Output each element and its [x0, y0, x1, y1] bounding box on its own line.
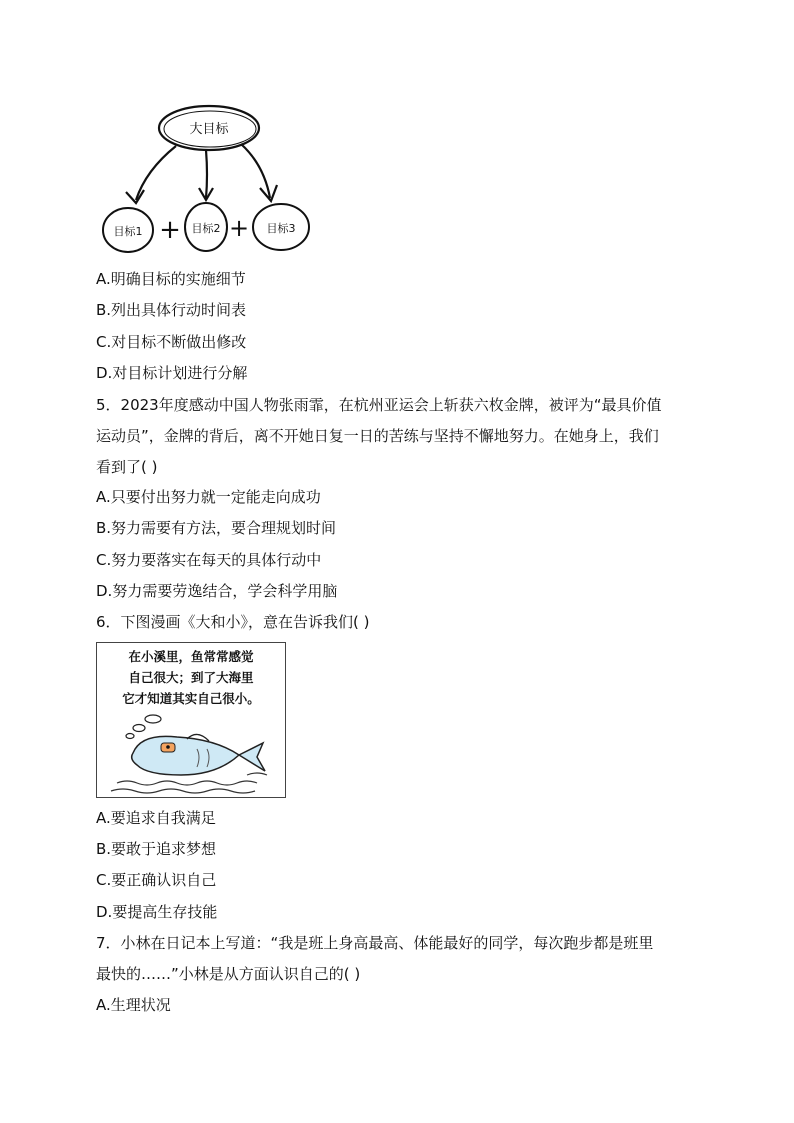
fish-comic: [96, 642, 286, 798]
sub-goal-3-label: 目标3: [266, 222, 296, 235]
q6-option-b[interactable]: B.要敢于追求梦想: [96, 840, 217, 858]
q4-option-d[interactable]: D.对目标计划进行分解: [96, 364, 248, 382]
sub-goal-2-label: 目标2: [191, 222, 221, 235]
goal-decomposition-diagram: [96, 100, 316, 260]
q6-option-c[interactable]: C.要正确认识自己: [96, 871, 217, 889]
fish-drawing: [97, 709, 287, 799]
big-goal-label: 大目标: [189, 122, 229, 137]
q4-option-a[interactable]: A.明确目标的实施细节: [96, 270, 246, 288]
q5-stem-line-3: 看到了( ): [96, 458, 158, 476]
q7-stem-line-2: 最快的……”小林是从方面认识自己的( ): [96, 965, 361, 983]
plus-sign-2: +: [228, 214, 250, 242]
fish-tail: [239, 743, 265, 771]
q6-stem: 6．下图漫画《大和小》，意在告诉我们( ): [96, 613, 370, 631]
q5-option-d[interactable]: D.努力需要劳逸结合，学会科学用脑: [96, 582, 338, 600]
comic-text-line-2: 自己很大；到了大海里: [128, 670, 254, 685]
arrow-middle: [206, 150, 207, 198]
q7-option-a[interactable]: A.生理状况: [96, 996, 171, 1014]
q5-option-a[interactable]: A.只要付出努力就一定能走向成功: [96, 488, 321, 506]
q7-stem-line-1: 7．小林在日记本上写道：“我是班上身高最高、体能最好的同学，每次跑步都是班里: [96, 934, 654, 952]
q5-option-b[interactable]: B.努力需要有方法，要合理规划时间: [96, 519, 337, 537]
q5-option-c[interactable]: C.努力要落实在每天的具体行动中: [96, 551, 322, 569]
comic-text-line-3: 它才知道其实自己很小。: [122, 691, 260, 706]
comic-text-line-1: 在小溪里，鱼常常感觉: [128, 649, 254, 664]
q4-option-c[interactable]: C.对目标不断做出修改: [96, 333, 247, 351]
q4-option-b[interactable]: B.列出具体行动时间表: [96, 301, 247, 319]
fish-body: [132, 736, 239, 775]
q5-stem-line-2: 运动员”，金牌的背后，离不开她日复一日的苦练与坚持不懈地努力。在她身上，我们: [96, 427, 659, 445]
q6-option-a[interactable]: A.要追求自我满足: [96, 809, 216, 827]
q5-stem-line-1: 5．2023年度感动中国人物张雨霏，在杭州亚运会上斩获六枚金牌，被评为“最具价值: [96, 396, 662, 414]
sub-goal-1-label: 目标1: [113, 225, 143, 238]
plus-sign-1: +: [159, 215, 181, 245]
q6-option-d[interactable]: D.要提高生存技能: [96, 903, 218, 921]
arrow-right: [241, 144, 270, 198]
